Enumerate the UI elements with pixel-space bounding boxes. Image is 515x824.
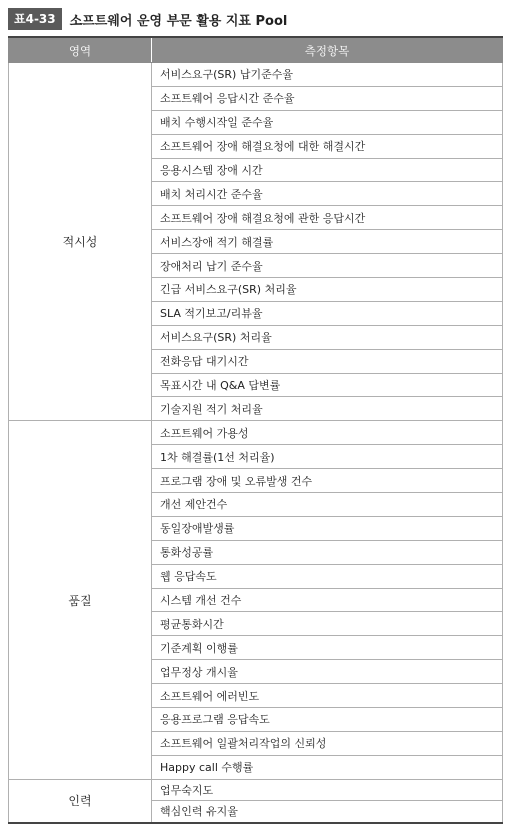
- table-number-badge: 표4-33: [8, 8, 62, 30]
- metric-cell: 서비스요구(SR) 납기준수율: [152, 63, 503, 87]
- metric-cell: 장애처리 납기 준수율: [152, 254, 503, 278]
- metric-cell: SLA 적기보고/리뷰율: [152, 301, 503, 325]
- area-cell: 인력: [9, 779, 152, 823]
- metric-cell: 긴급 서비스요구(SR) 처리율: [152, 278, 503, 302]
- metric-cell: 소프트웨어 에러빈도: [152, 684, 503, 708]
- table-body: [9, 63, 503, 823]
- metric-cell: 웹 응답속도: [152, 564, 503, 588]
- metric-cell: 평균통화시간: [152, 612, 503, 636]
- table-caption: [8, 8, 287, 30]
- metric-cell: 소프트웨어 응답시간 준수율: [152, 86, 503, 110]
- metric-cell: 응용프로그램 응답속도: [152, 708, 503, 732]
- metric-cell: 기술지원 적기 처리율: [152, 397, 503, 421]
- column-header-metric: 측정항목: [152, 39, 503, 63]
- metric-cell: 소프트웨어 장애 해결요청에 관한 응답시간: [152, 206, 503, 230]
- table-row: [9, 421, 503, 445]
- table-header-row: [9, 39, 503, 63]
- metric-cell: 배치 수행시작일 준수율: [152, 110, 503, 134]
- metric-cell: 업무정상 개시율: [152, 660, 503, 684]
- metric-cell: 전화응답 대기시간: [152, 349, 503, 373]
- table-row: [9, 63, 503, 87]
- metric-cell: 프로그램 장애 및 오류발생 건수: [152, 469, 503, 493]
- metric-cell: 업무숙지도: [152, 779, 503, 801]
- area-cell: 적시성: [9, 63, 152, 421]
- metric-cell: 개선 제안건수: [152, 493, 503, 517]
- table-row: [9, 779, 503, 801]
- metric-cell: 통화성공률: [152, 540, 503, 564]
- metric-cell: 동일장애발생률: [152, 516, 503, 540]
- metric-cell: 소프트웨어 일괄처리작업의 신뢰성: [152, 731, 503, 755]
- metric-cell: Happy call 수행률: [152, 755, 503, 779]
- metric-cell: 시스템 개선 건수: [152, 588, 503, 612]
- area-cell: 품질: [9, 421, 152, 779]
- metrics-table: [8, 38, 503, 824]
- column-header-area: 영역: [9, 39, 152, 63]
- metric-cell: 배치 처리시간 준수율: [152, 182, 503, 206]
- metric-cell: 목표시간 내 Q&A 답변률: [152, 373, 503, 397]
- metric-cell: 소프트웨어 장애 해결요청에 대한 해결시간: [152, 134, 503, 158]
- metric-cell: 핵심인력 유지율: [152, 801, 503, 823]
- table-title: 소프트웨어 운영 부문 활용 지표 Pool: [69, 13, 288, 29]
- metric-cell: 서비스장애 적기 해결률: [152, 230, 503, 254]
- metric-cell: 기준계획 이행률: [152, 636, 503, 660]
- metric-cell: 응용시스템 장애 시간: [152, 158, 503, 182]
- metric-cell: 소프트웨어 가용성: [152, 421, 503, 445]
- metric-cell: 1차 해결률(1선 처리율): [152, 445, 503, 469]
- metric-cell: 서비스요구(SR) 처리율: [152, 325, 503, 349]
